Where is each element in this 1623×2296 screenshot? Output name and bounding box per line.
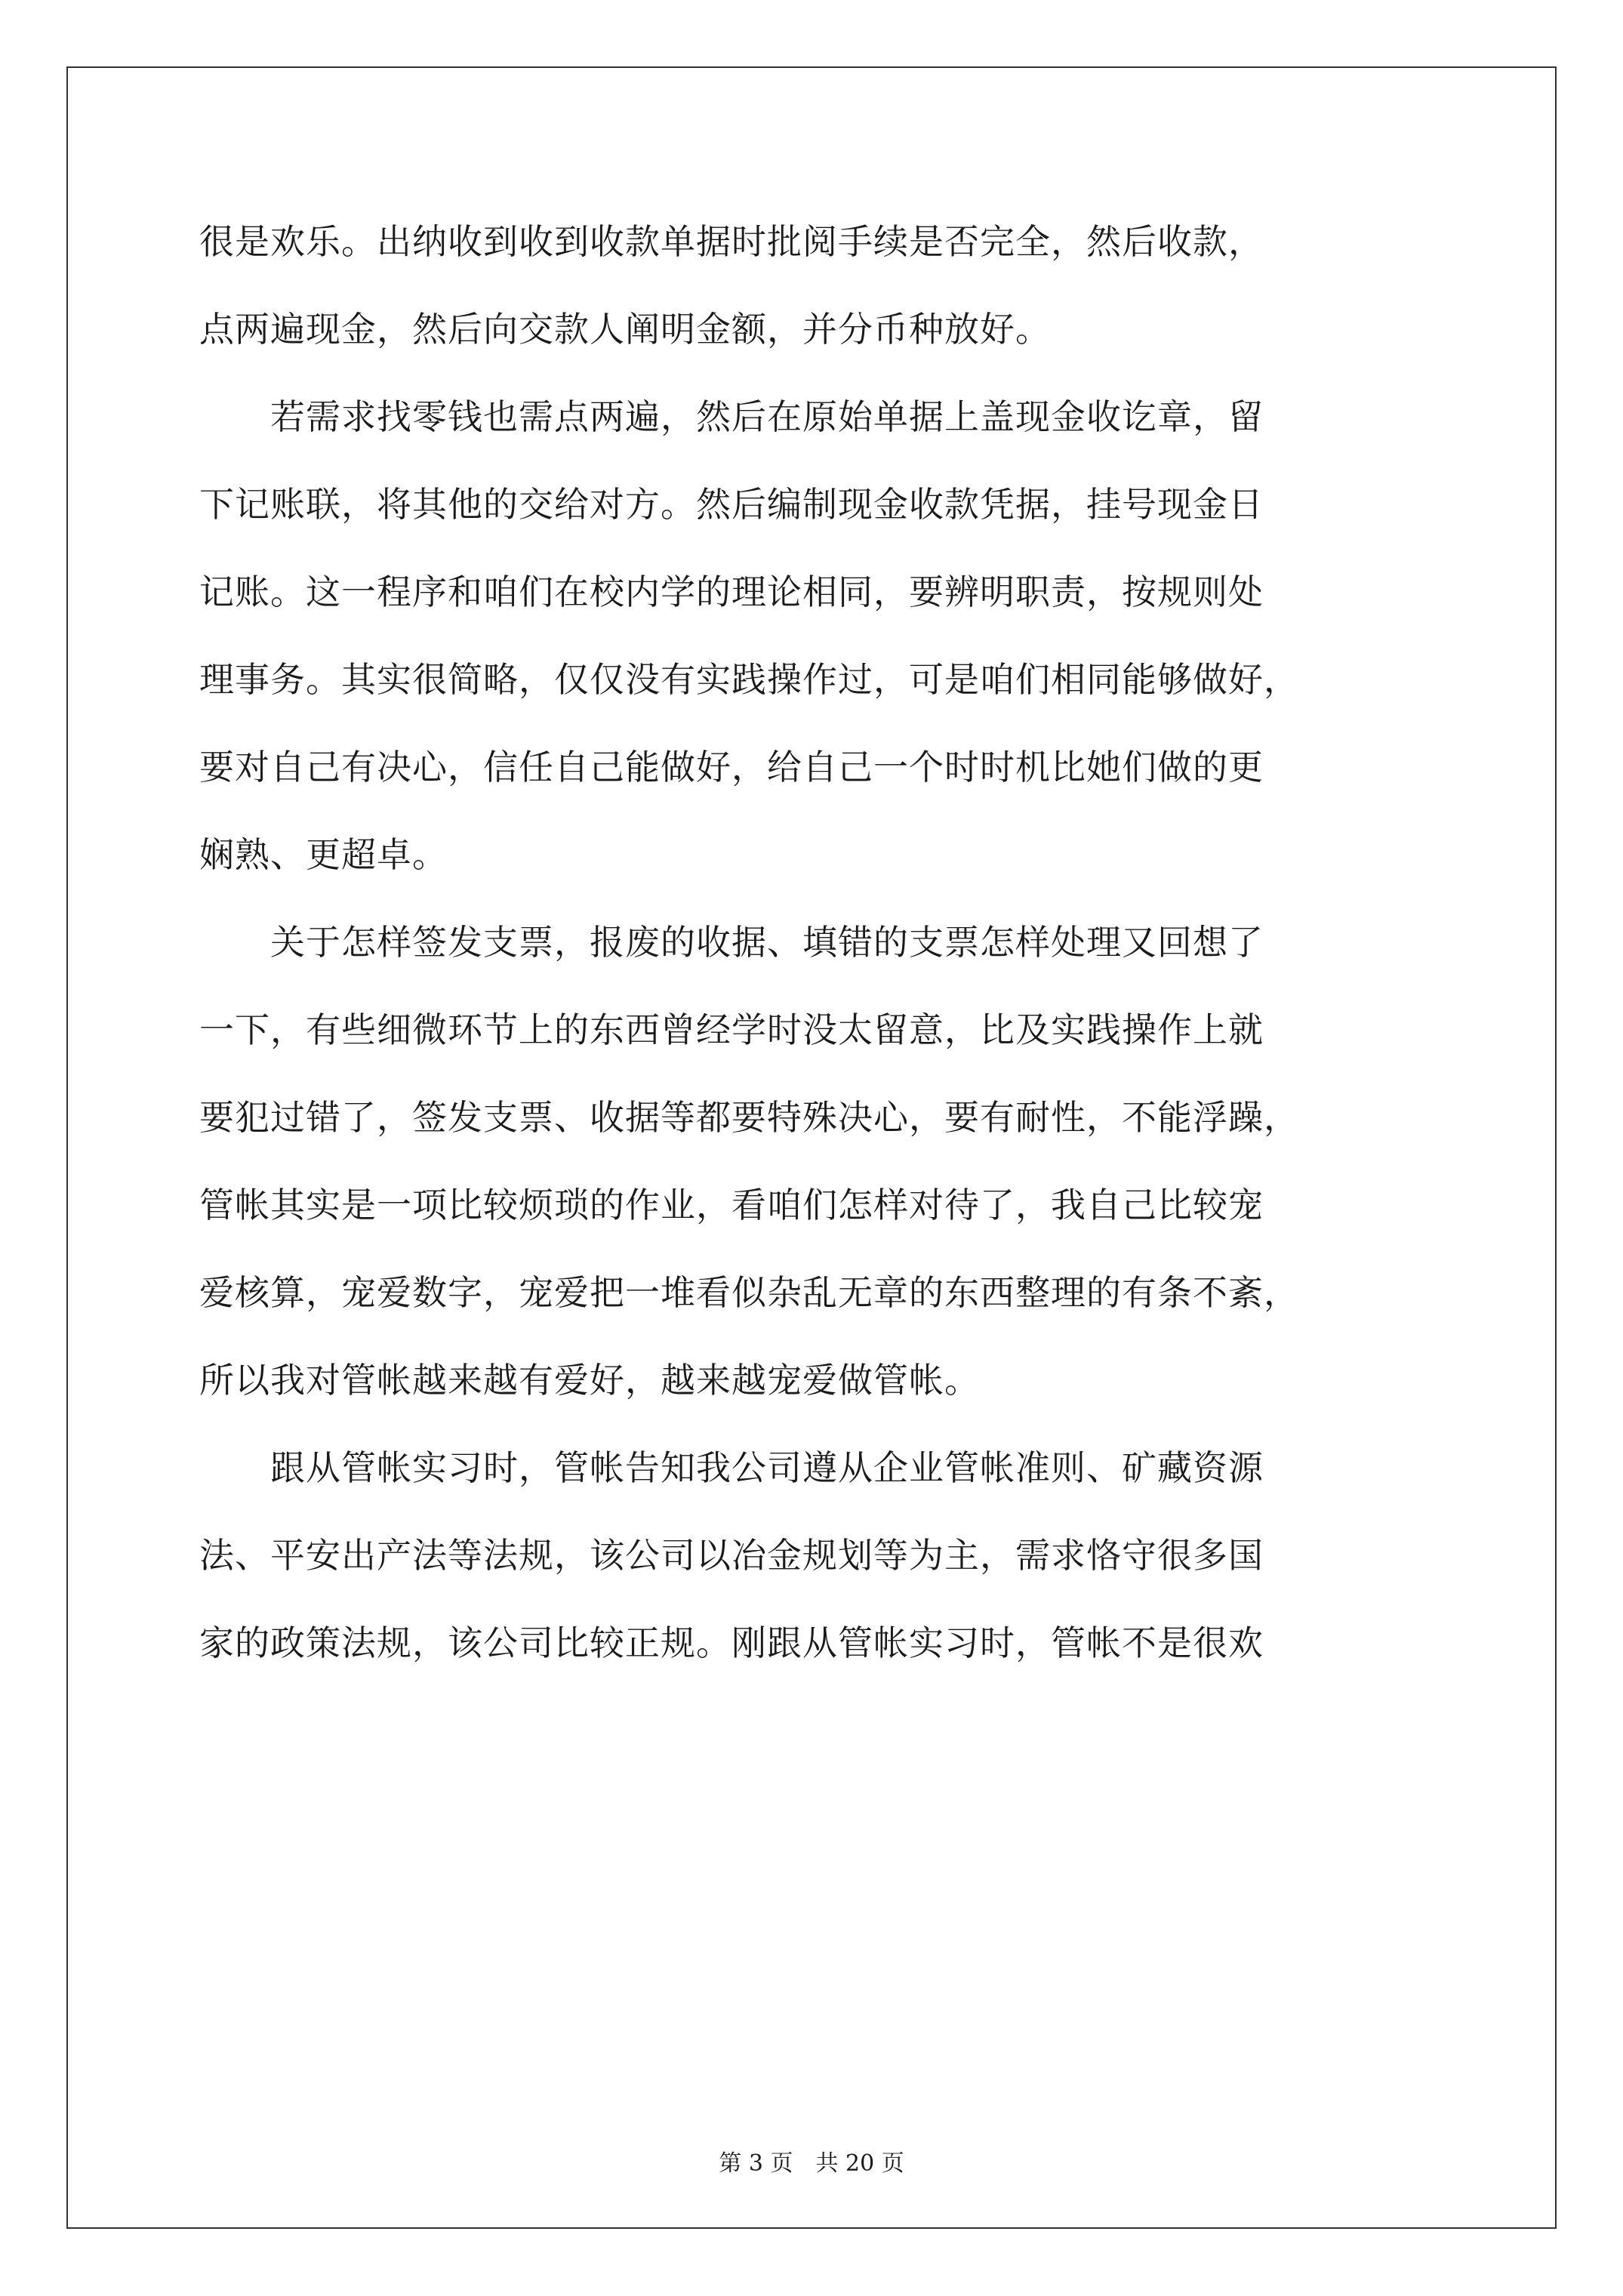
text-line: 若需求找零钱也需点两遍，然后在原始单据上盖现金收讫章，留 [199,396,1264,437]
text-line: 跟从管帐实习时，管帐告知我公司遵从企业管帐准则、矿藏资源 [199,1447,1264,1488]
text-line: 娴熟、更超卓。 [199,834,448,875]
text-line: 一下，有些细微环节上的东西曾经学时没太留意，比及实践操作上就 [199,1009,1264,1050]
text-line: 理事务。其实很简略，仅仅没有实践操作过，可是咱们相同能够做好， [199,659,1299,700]
text-line: 下记账联，将其他的交给对方。然后编制现金收款凭据，挂号现金日 [199,484,1264,525]
text-line: 记账。这一程序和咱们在校内学的理论相同，要辨明职责，按规则处 [199,572,1264,612]
text-line: 很是欢乐。出纳收到收到收款单据时批阅手续是否完全，然后收款， [199,221,1264,262]
text-line: 要对自己有决心，信任自己能做好，给自己一个时时机比她们做的更 [199,747,1264,787]
text-line: 要犯过错了，签发支票、收据等都要特殊决心，要有耐性，不能浮躁， [199,1097,1299,1138]
document-body [199,198,1424,1687]
page-number: 第 3 页 共 20 页 [719,2150,904,2177]
text-line: 家的政策法规，该公司比较正规。刚跟从管帐实习时，管帐不是很欢 [199,1623,1264,1663]
text-line: 所以我对管帐越来越有爱好，越来越宠爱做管帐。 [199,1360,980,1401]
text-line: 关于怎样签发支票，报废的收据、填错的支票怎样处理又回想了 [199,922,1264,963]
text-line: 管帐其实是一项比较烦琐的作业，看咱们怎样对待了，我自己比较宠 [199,1185,1264,1225]
text-line: 点两遍现金，然后向交款人阐明金额，并分币种放好。 [199,309,1051,350]
text-line: 法、平安出产法等法规，该公司以冶金规划等为主，需求恪守很多国 [199,1535,1264,1576]
text-line: 爱核算，宠爱数字，宠爱把一堆看似杂乱无章的东西整理的有条不紊， [199,1272,1299,1313]
